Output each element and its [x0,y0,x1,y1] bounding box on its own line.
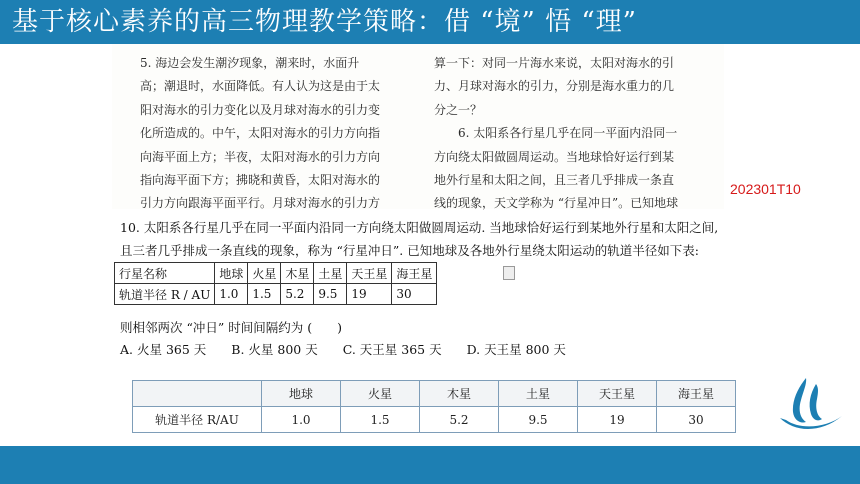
text-line: 指向海平面下方；拂晓和黄昏，太阳对海水的 [140,173,381,188]
text-line: 6. 太阳系各行星几乎在同一平面内沿同一 [434,126,678,141]
table-cell: 行星名称 [115,263,215,284]
orbit-radius-table-large [132,380,736,433]
table-anchor-icon [503,266,515,280]
table-cell: 海王星 [657,381,736,407]
table-cell: 木星 [281,263,314,284]
table-cell: 海王星 [392,263,437,284]
table-cell: 19 [347,284,392,305]
table-cell: 30 [657,407,736,433]
text-line: 地外行星和太阳之间，且三者几乎排成一条直 [434,173,675,188]
answer-options: A. 火星 365 天 B. 火星 800 天 C. 天王星 365 天 D. 天王星 800 天 [120,342,566,357]
table-cell: 9.5 [499,407,578,433]
text-line: 高；潮退时，水面降低。有人认为这是由于太 [140,79,381,94]
text-line: 阳对海水的引力变化以及月球对海水的引力变 [140,102,381,117]
textbook-left-column [140,52,380,216]
question-line-1: 10. 太阳系各行星几乎在同一平面内沿同一方向绕太阳做圆周运动. 当地球恰好运行到某地外行星和太阳之间, [120,220,719,235]
text-line: 向海平面上方；半夜，太阳对海水的引力方向 [140,149,381,164]
text-line: 分之一？ [434,102,483,117]
table-cell: 地球 [215,263,248,284]
text-line: 5. 海边会发生潮汐现象，潮来时，水面升 [140,56,360,70]
table-cell: 土星 [499,381,578,407]
table-cell: 5.2 [281,284,314,305]
table-cell: 火星 [248,263,281,284]
table-cell: 木星 [420,381,499,407]
text-line: 化所造成的。中午，太阳对海水的引力方向指 [140,126,381,141]
text-line: 引力方向跟海平面平行。月球对海水的引力方 [140,196,381,211]
exam-tag: 202301T10 [730,181,801,197]
table-cell: 土星 [314,263,347,284]
footer-bar [0,446,860,484]
table-cell: 轨道半径 R/AU [133,407,262,433]
orbit-radius-table [114,262,437,305]
table-cell: 5.2 [420,407,499,433]
title-bar [0,0,860,44]
table-cell: 1.0 [215,284,248,305]
table-cell [133,381,262,407]
logo-icon [776,374,846,438]
table-cell: 天王星 [347,263,392,284]
table-row [133,407,736,433]
table-cell: 轨道半径 R / AU [115,284,215,305]
table-cell: 1.0 [262,407,341,433]
question-prompt: 则相邻两次 “冲日” 时间间隔约为 ( ) [120,320,342,335]
textbook-right-column [434,52,678,216]
table-cell: 1.5 [341,407,420,433]
text-line: 方向绕太阳做圆周运动。当地球恰好运行到某 [434,149,675,164]
table-cell: 天王星 [578,381,657,407]
text-line: 算一下：对同一片海水来说，太阳对海水的引 [434,56,675,70]
text-line: 力、月球对海水的引力，分别是海水重力的几 [434,79,675,94]
table-cell: 火星 [341,381,420,407]
table-cell: 30 [392,284,437,305]
question-line-2: 且三者几乎排成一条直线的现象，称为 “行星冲日”. 已知地球及各地外行星绕太阳运动的轨道半径如下表: [120,243,699,258]
text-line: 线的现象，天文学称为 “行星冲日”。已知地球 [434,196,679,211]
table-header-row [133,381,736,407]
table-cell: 19 [578,407,657,433]
table-cell: 1.5 [248,284,281,305]
table-cell: 地球 [262,381,341,407]
table-row [115,284,437,305]
table-cell: 9.5 [314,284,347,305]
table-row [115,263,437,284]
slide-title: 基于核心素养的高三物理教学策略：借 “境” 悟 “理” [12,7,637,37]
